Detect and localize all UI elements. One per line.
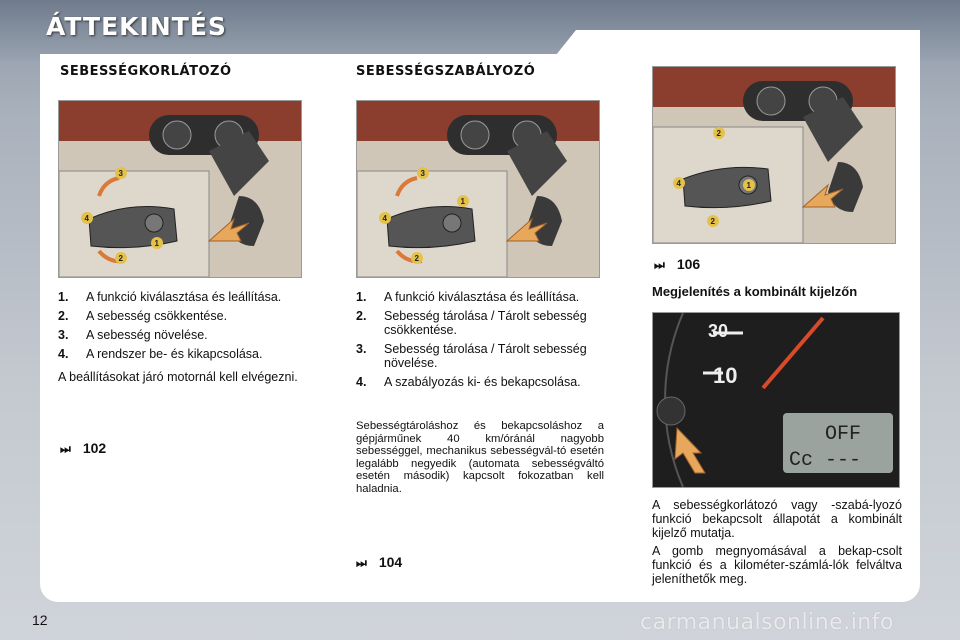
list-item: 1. A funkció kiválasztása és leállítása. xyxy=(58,290,282,304)
cruise-control-note: Sebességtároláshoz és bekapcsoláshoz a gépjárműnek 40 km/óránál nagyobb sebességgel, mechanikus sebességvál-tó esetén legalább negyedik (automata sebességváltó esetén második) kapcsolt fokozatban kell haladnia. xyxy=(356,420,604,495)
callout-2: 2 xyxy=(414,254,419,263)
display-paragraph-1: A sebességkorlátozó vagy -szabá-lyozó funkció bekapcsolt állapotát a kombinált kijelző mutatja. xyxy=(652,498,902,540)
steering-stalk-photo xyxy=(652,66,896,244)
speed-limiter-photo xyxy=(58,100,302,278)
forward-arrow-icon: ⏭ xyxy=(356,556,367,570)
speed-limiter-list xyxy=(58,290,308,366)
display-subtitle: Megjelenítés a kombinált kijelzőn xyxy=(652,284,858,299)
callout-1: 1 xyxy=(460,197,465,206)
list-item: 3. A sebesség növelése. xyxy=(58,328,208,342)
display-line-cc: Cc --- xyxy=(789,449,862,472)
cruise-control-photo xyxy=(356,100,600,278)
list-item: 1. A funkció kiválasztása és leállítása. xyxy=(356,290,580,304)
display-paragraph-2: A gomb megnyomásával a bekap-csolt funkció és a kilométer-számlá-lók felváltva jeleníthetők meg. xyxy=(652,544,902,586)
list-item: 4. A szabályozás ki- és bekapcsolása. xyxy=(356,375,581,389)
callout-1: 1 xyxy=(746,181,751,190)
callout-3: 3 xyxy=(420,169,425,178)
speed-limiter-title: SEBESSÉGKORLÁTOZÓ xyxy=(60,64,232,79)
watermark: carmanualsonline.info xyxy=(640,610,894,635)
speed-limiter-note: A beállításokat járó motornál kell elvégezni. xyxy=(58,370,298,384)
callout-2: 2 xyxy=(716,129,721,138)
callout-2: 2 xyxy=(118,254,123,263)
callout-2: 2 xyxy=(710,217,715,226)
callout-1: 1 xyxy=(154,239,159,248)
forward-arrow-icon: ⏭ xyxy=(654,258,665,272)
page-number: 12 xyxy=(32,612,48,628)
list-item: 4. A rendszer be- és kikapcsolása. xyxy=(58,347,263,361)
cruise-control-list xyxy=(356,290,606,394)
list-item: 2. Sebesség tárolása / Tárolt sebesség csökkentése. xyxy=(356,309,587,337)
callout-3: 3 xyxy=(118,169,123,178)
callout-4: 4 xyxy=(382,214,387,223)
ref-link-102[interactable]: ⏭ 102 xyxy=(60,440,107,456)
list-item: 2. A sebesség csökkentése. xyxy=(58,309,228,323)
callout-4: 4 xyxy=(84,214,89,223)
ref-link-106[interactable]: ⏭ 106 xyxy=(654,256,701,272)
callout-4: 4 xyxy=(676,179,681,188)
forward-arrow-icon: ⏭ xyxy=(60,442,71,456)
gauge-tick-30: 30 xyxy=(708,321,729,341)
instrument-display-photo xyxy=(652,312,900,488)
display-line-off: OFF xyxy=(825,423,862,446)
cruise-control-title: SEBESSÉGSZABÁLYOZÓ xyxy=(356,64,536,79)
gauge-tick-10: 10 xyxy=(713,363,738,388)
page-title: ÁTTEKINTÉS xyxy=(46,12,227,41)
ref-link-104[interactable]: ⏭ 104 xyxy=(356,554,403,570)
list-item: 3. Sebesség tárolása / Tárolt sebesség növelése. xyxy=(356,342,587,370)
